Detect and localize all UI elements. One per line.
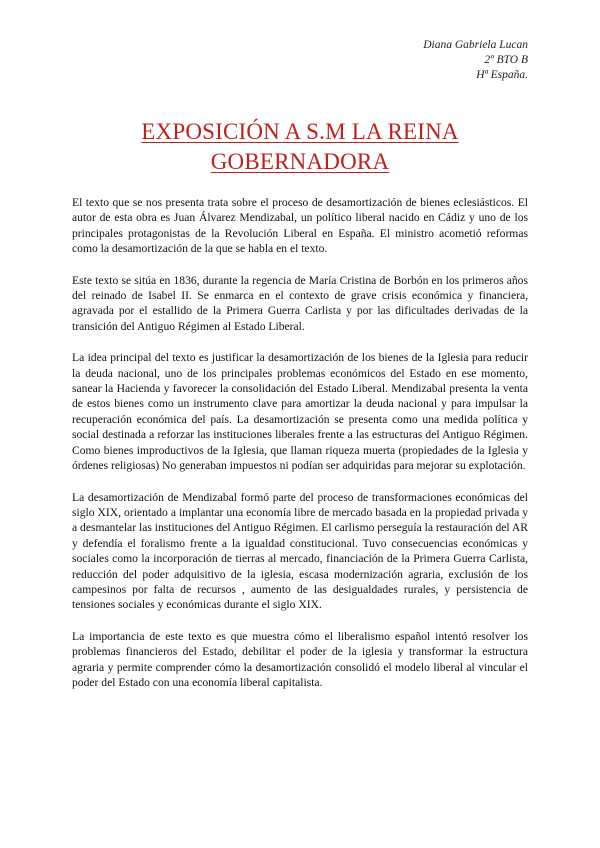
paragraph-importance: La importancia de este texto es que muestra cómo el liberalismo español intentó resolver los problemas financieros del Estado, debilitar el poder de la iglesia y transformar la estructura agraria y permite comprender cómo la desamortización consolidó el modelo liberal al vincular el poder del Estado con una economía liberal capitalista. — [72, 629, 528, 689]
document-title: EXPOSICIÓN A S.M LA REINA GOBERNADORA — [141, 119, 459, 174]
course-label: 2º BTO B — [484, 54, 528, 66]
paragraph-consequences: La desamortización de Mendizabal formó parte del proceso de transformaciones económicas del siglo XIX, orientado a implantar una economía libre de mercado basada en la propiedad privada y a desmantelar las instituciones del Antiguo Régimen. El carlismo perseguía la restauración del AR y defendía el foralismo frente a la igualdad constitucional. Tuvo consecuencias económicas y sociales como la incorporación de tierras al mercado, financiación de la Primera Guerra Carlista, reducción del poder adquisitivo de la iglesia, escasa modernización agraria, exclusión de los campesinos por falta de recursos , aumento de las desigualdades rurales, y persistencia de tensiones sociales y económicas durante el siglo XIX. — [72, 490, 528, 612]
subject-label: Hª España. — [476, 69, 528, 81]
paragraph-introduction: El texto que se nos presenta trata sobre el proceso de desamortización de bienes eclesiásticos. El autor de esta obra es Juan Álvarez Mendizabal, un político liberal nacido en Cádiz y uno de los principales protagonistas de la Revolución Liberal en España. El ministro acometió reformas como la desamortización de la que se habla en el texto. — [72, 196, 528, 256]
author-name: Diana Gabriela Lucan — [423, 39, 528, 51]
paragraph-main-idea: La idea principal del texto es justificar la desamortización de los bienes de la Iglesia para reducir la deuda nacional, uno de los principales problemas económicos del Estado en ese momento, sanear la Hacienda y favorecer la consolidación del Estado Liberal. Mendizabal presenta la venta de estos bienes como un instrumento clave para amortizar la deuda nacional y para impulsar la recuperación económica del país. La desamortización se presenta como una medida política y social destinada a reforzar las instituciones liberales frente a las estructuras del Antiguo Régimen. Como bienes improductivos de la Iglesia, que llaman riqueza muerta (propiedades de la Iglesia y órdenes religiosas) No generaban impuestos ni podían ser adquiridas para mejorar su explotación. — [72, 351, 528, 473]
author-info — [423, 38, 528, 83]
paragraph-context: Este texto se sitúa en 1836, durante la regencia de María Cristina de Borbón en los primeros años del reinado de Isabel II. Se enmarca en el contexto de grave crisis económica y financiera, agravada por el estallido de la Primera Guerra Carlista y por las dificultades derivadas de la transición del Antiguo Régimen al Estado Liberal. — [72, 273, 528, 333]
document-body — [72, 195, 528, 706]
